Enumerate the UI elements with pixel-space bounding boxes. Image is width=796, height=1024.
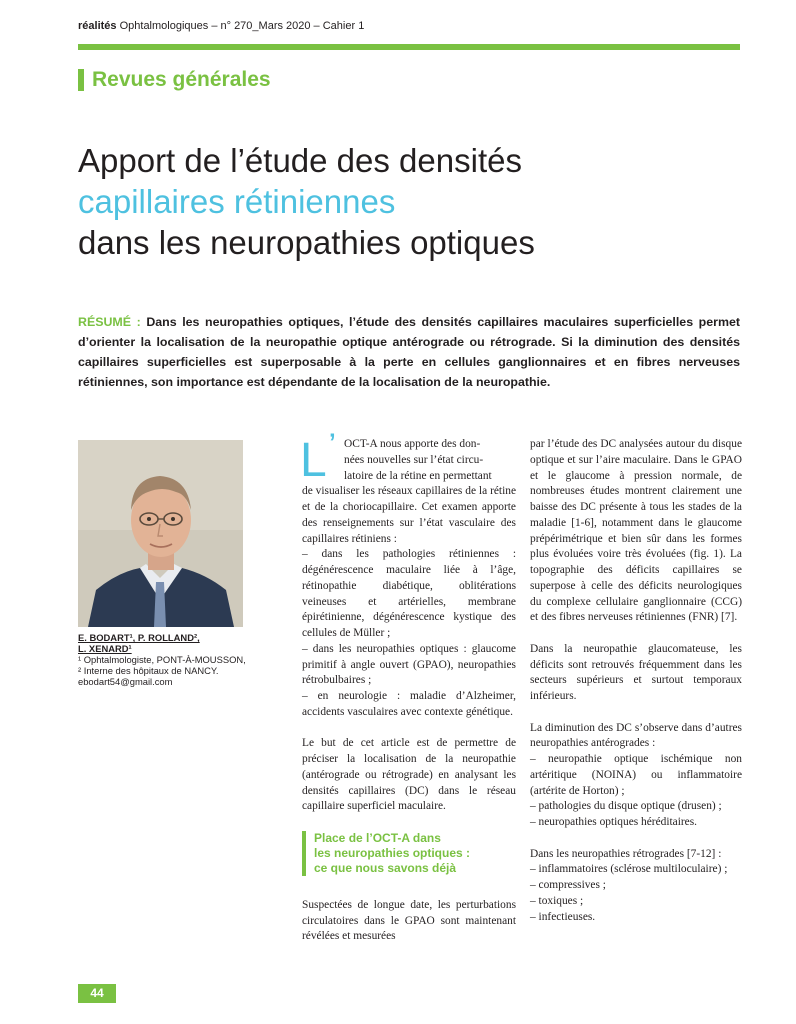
article-title	[78, 140, 758, 263]
opening-paragraph	[300, 429, 516, 487]
subheading	[302, 831, 516, 876]
col2-paragraph-4: Dans les neuropathies rétrogrades [7-12] : – inflammatoires (sclérose multiloculaire) ; – compressives ; – toxiques ; – infectieuses.	[530, 847, 728, 923]
col1-paragraph-3: Suspectées de longue date, les perturbations circulatoires dans le GPAO sont maintenant révélées et mesurées	[302, 898, 516, 943]
title-line-2: capillaires rétiniennes	[78, 183, 396, 220]
affiliation-2: ² Interne des hôpitaux de NANCY.	[78, 665, 219, 676]
col1-paragraph-2: Le but de cet article est de permettre de préciser la localisation de la neuropathie (antérograde ou rétrograde) en analysant les densités capillaires (DC) dans le réseau capillaire superficiel maculaire.	[302, 737, 516, 813]
header-rule	[78, 44, 740, 50]
col2-paragraph-3: La diminution des DC s’observe dans d’autres neuropathies antérogrades : – neuropathie optique ischémique non artéritique (NOINA) ou inflammatoire (artérite de Horton) ; – pathologies du disque optique (drusen) ; – neuropathies optiques héréditaires.	[530, 721, 742, 828]
subheading-line-2: les neuropathies optiques :	[314, 845, 471, 860]
col2-paragraph-1: par l’étude des DC analysées autour du disque optique et sur l’aire maculaire. Dans le GPAO et le glaucome à pression normale, de nombreuses études montrent clairement une baisse des DC présente à tous les stades de la maladie [1-6], notamment dans le glaucome prépérimétrique et bien sûr dans les formes plus évoluées voire très évoluées (fig. 1). La topographie des déficits capillaires se superpose à celle des déficits neurologiques du complexe cellulaire ganglionnaire (CCG) et des fibres nerveuses rétiniennes (FNR) [7].	[530, 438, 742, 624]
author-photo	[78, 440, 243, 627]
author-portrait-image	[78, 440, 243, 627]
subheading-line-3: ce que nous savons déjà	[314, 860, 457, 875]
page-number: 44	[78, 984, 116, 1003]
title-line-3: dans les neuropathies optiques	[78, 224, 535, 261]
title-line-1: Apport de l’étude des densités	[78, 142, 522, 179]
col1-paragraph-1: de visualiser les réseaux capillaires de la rétine et de la choriocapillaire. Cet examen apporte des renseignements sur l’état vasculaire des capillaires rétiniens : – dans les pathologies rétiniennes : dégénérescence maculaire liée à l’âge, rétinopathie diabétique, oblitérations veineuses et artérielles, membrane épirétinienne, dégénérescence kystique des cellules de Müller ; – dans les neuropathies optiques : glaucome primitif à angle ouvert (GPAO), neuropathies rétrobulbaires ; – en neurologie : maladie d’Alzheimer, accidents vasculaires avec contexte génétique.	[302, 485, 516, 718]
body-column-2	[530, 437, 742, 941]
body-column-1	[300, 429, 516, 961]
journal-name: réalités	[78, 20, 117, 32]
dropcap-line-3: latoire de la rétine en permettant	[344, 469, 492, 482]
author-names-line-1: E. BODART¹, P. ROLLAND²,	[78, 632, 200, 643]
abstract-label: RÉSUMÉ :	[78, 315, 141, 329]
author-block	[78, 632, 268, 687]
dropcap-line-2: nées nouvelles sur l’état circu-	[344, 453, 484, 466]
journal-issue: Ophtalmologiques – n° 270_Mars 2020 – Cahier 1	[119, 20, 365, 32]
author-email[interactable]: ebodart54@gmail.com	[78, 676, 173, 687]
drop-cap: L	[300, 434, 327, 487]
section-tag	[78, 68, 271, 92]
dropcap-line-1: OCT-A nous apporte des don-	[344, 438, 481, 450]
affiliation-1: ¹ Ophtalmologiste, PONT-À-MOUSSON,	[78, 654, 246, 665]
abstract-text: Dans les neuropathies optiques, l’étude des densités capillaires maculaires superficielles permet d’orienter la localisation de la neuropathie optique antérograde ou rétrograde. Si la diminution des densités capillaires superficielles est superposable à la perte en cellules ganglionnaires et en fibres nerveuses rétiniennes, son importance est dépendante de la localisation de la neuropathie.	[78, 315, 740, 389]
section-bar	[78, 69, 84, 91]
subheading-line-1: Place de l’OCT-A dans	[314, 830, 441, 845]
journal-header	[78, 20, 364, 32]
drop-cap-quote: ’	[329, 429, 336, 456]
author-names-line-2: L. XENARD¹	[78, 643, 132, 654]
abstract	[78, 312, 740, 392]
col2-paragraph-2: Dans la neuropathie glaucomateuse, les déficits sont retrouvés fréquemment dans les secteurs supérieurs et surtout temporaux inférieurs.	[530, 642, 742, 702]
section-label: Revues générales	[92, 68, 271, 91]
